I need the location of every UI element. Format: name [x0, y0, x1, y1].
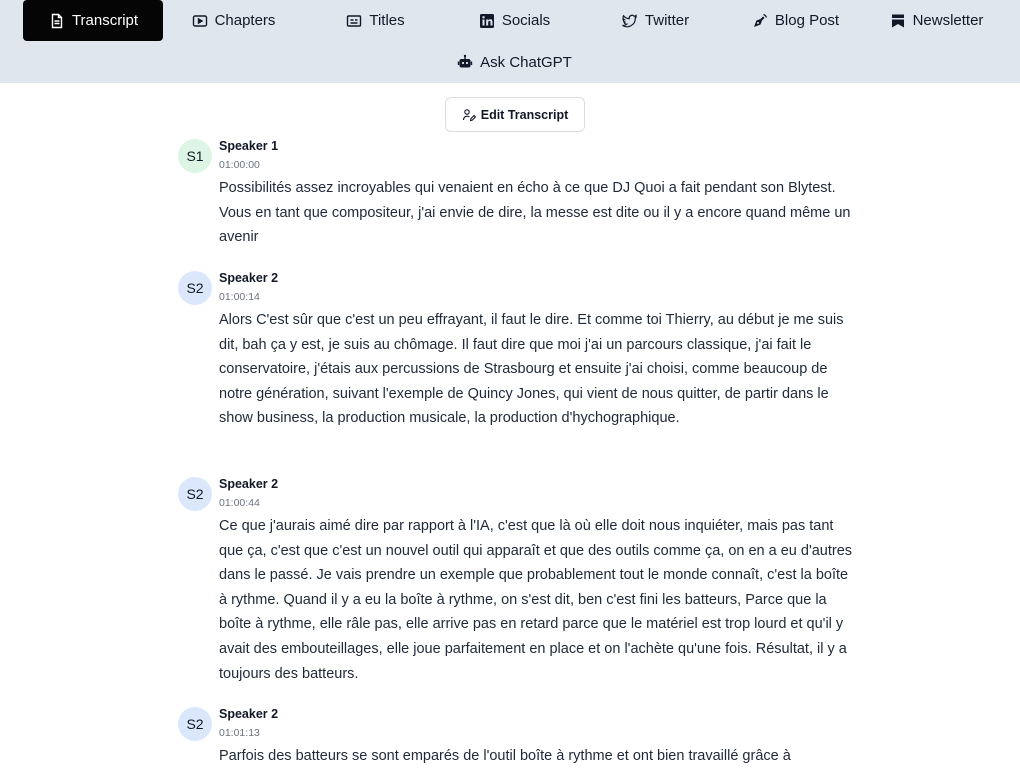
tab-blog-post[interactable]	[742, 0, 848, 41]
speaker-name: Speaker 1	[219, 139, 279, 153]
timestamp[interactable]: 01:00:44	[219, 497, 260, 509]
transcript-entry	[178, 271, 858, 461]
tab-label: Blog Post	[774, 12, 840, 29]
speaker-name: Speaker 2	[219, 707, 279, 721]
transcript-entry	[178, 139, 858, 259]
speaker-avatar: S1	[178, 139, 212, 173]
tab-newsletter[interactable]	[878, 0, 994, 41]
speaker-avatar: S2	[178, 271, 212, 305]
speaker-avatar: S2	[178, 707, 212, 741]
edit-transcript-button[interactable]	[445, 97, 585, 132]
twitter-bird-icon	[621, 12, 639, 30]
speaker-name: Speaker 2	[219, 271, 279, 285]
timestamp[interactable]: 01:00:14	[219, 291, 260, 303]
tab-ask-chatgpt[interactable]	[448, 42, 580, 82]
pen-nib-icon	[751, 12, 769, 30]
tab-socials[interactable]	[470, 0, 558, 41]
robot-icon	[456, 53, 474, 71]
transcript-text: Possibilités assez incroyables qui venaient en écho à ce que DJ Quoi a fait pendant son Blytest. Vous en tant que compositeur, j'ai envie de dire, la messe est dite ou il y a encore quand même un avenir	[219, 180, 851, 246]
top-navigation-bar	[0, 0, 1020, 83]
caption-icon	[345, 12, 363, 30]
timestamp[interactable]: 01:01:13	[219, 727, 260, 739]
transcript-entry	[178, 477, 858, 692]
speaker-name: Speaker 2	[219, 477, 279, 491]
tab-twitter[interactable]	[610, 0, 700, 41]
timestamp[interactable]: 01:00:00	[219, 159, 260, 171]
newspaper-icon	[889, 12, 907, 30]
tab-label: Chapters	[214, 12, 276, 29]
linkedin-icon	[478, 12, 496, 30]
tab-chapters[interactable]	[176, 0, 290, 41]
edit-transcript-label: Edit Transcript	[480, 107, 569, 122]
tab-transcript[interactable]	[23, 0, 163, 41]
transcript-text: Parfois des batteurs se sont emparés de l'outil boîte à rythme et ont bien travaillé grâce à	[219, 748, 791, 764]
tab-titles[interactable]	[333, 0, 417, 41]
transcript-text: Alors C'est sûr que c'est un peu effrayant, il faut le dire. Et comme toi Thierry, au début je me suis dit, bah ça y est, je suis au chômage. Il faut dire que moi j'ai un parcours classique, j'ai fait le conservatoire, j'étais aux percussions de Strasbourg et ensuite j'ai choisi, comme beaucoup de notre génération, suivant l'exemple de Quincy Jones, qui vient de nous quitter, de partir dans le show business, la production musicale, la production d'hychographique.	[219, 312, 844, 427]
tab-label: Titles	[369, 12, 405, 29]
tab-label: Twitter	[644, 12, 690, 29]
tab-label: Transcript	[71, 12, 139, 29]
play-box-icon	[191, 12, 209, 30]
document-icon	[48, 12, 66, 30]
tab-label: Socials	[501, 12, 551, 29]
tab-label: Newsletter	[912, 12, 984, 29]
tab-label: Ask ChatGPT	[480, 53, 572, 71]
transcript-text: Ce que j'aurais aimé dire par rapport à l'IA, c'est que là où elle doit nous inquiéter, mais pas tant que ça, c'est que c'est un nouvel outil qui apparaît et que des outils comme ça, on en a eu d'autres dans le passé. Je vais prendre un exemple que probablement tout le monde connaît, c'est la boîte à rythme. Quand il y a eu la boîte à rythme, on s'est dit, ben c'est fini les batteurs, Parce que la boîte à rythme, elle râle pas, elle arrive pas en retard parce que le matériel est trop lourd et qu'il y avait des embouteillages, elle joue parfaitement en place et on l'achète qu'une fois. Résultat, il y a toujours des batteurs.	[219, 518, 853, 682]
speaker-avatar: S2	[178, 477, 212, 511]
transcript-entry	[178, 707, 858, 773]
user-edit-icon	[462, 108, 476, 122]
